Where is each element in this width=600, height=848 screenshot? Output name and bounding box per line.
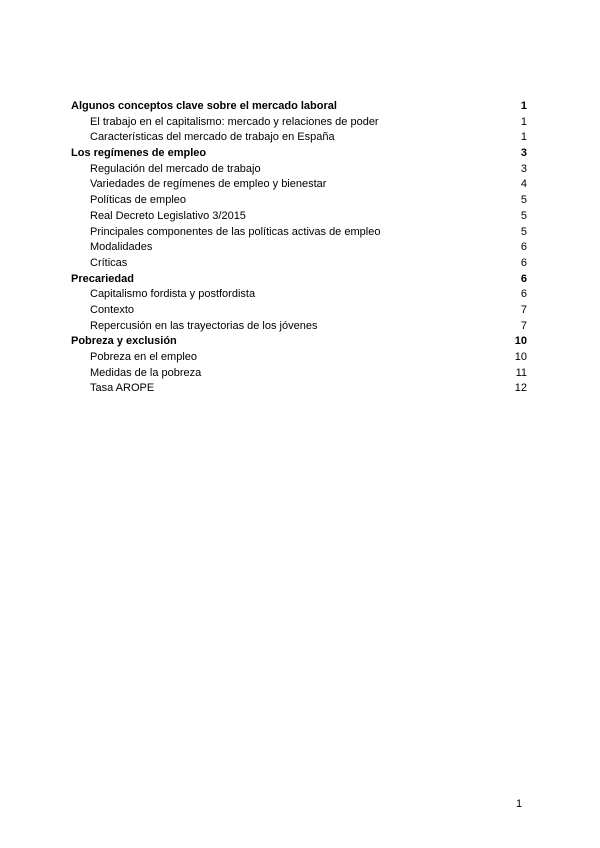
toc-entry-page: 1 <box>520 131 527 144</box>
toc-entry-label: Repercusión en las trayectorias de los jóvenes <box>90 319 318 332</box>
toc-entry-label: Precariedad <box>71 272 134 285</box>
toc-entry-label: Regulación del mercado de trabajo <box>90 162 261 175</box>
toc-entry-page: 11 <box>515 366 527 379</box>
toc-entry-page: 6 <box>520 272 527 285</box>
toc-entry-label: El trabajo en el capitalismo: mercado y relaciones de poder <box>90 115 379 128</box>
toc-subentry[interactable] <box>71 381 527 397</box>
toc-entry[interactable] <box>71 272 527 288</box>
toc-entry-page: 7 <box>520 303 527 316</box>
toc-entry-label: Modalidades <box>90 241 153 254</box>
toc-subentry[interactable] <box>71 287 527 303</box>
toc-entry-page: 5 <box>520 225 527 238</box>
toc-entry-page: 4 <box>520 178 527 191</box>
toc-entry-page: 10 <box>514 335 527 348</box>
toc-entry-page: 3 <box>520 162 527 175</box>
toc-subentry[interactable] <box>71 256 527 272</box>
toc-entry-page: 7 <box>520 319 527 332</box>
toc-subentry[interactable] <box>71 115 527 131</box>
toc-entry-label: Características del mercado de trabajo en España <box>90 131 335 144</box>
toc-entry-label: Los regímenes de empleo <box>71 147 207 160</box>
toc-entry-label: Políticas de empleo <box>90 194 186 207</box>
toc-subentry[interactable] <box>71 225 527 241</box>
toc-entry-label: Pobreza y exclusión <box>71 335 177 348</box>
toc-entry[interactable] <box>71 146 527 162</box>
toc-entry-label: Contexto <box>90 303 135 316</box>
table-of-contents <box>71 99 527 397</box>
toc-subentry[interactable] <box>71 350 527 366</box>
toc-subentry[interactable] <box>71 303 527 319</box>
toc-subentry[interactable] <box>71 366 527 382</box>
toc-subentry[interactable] <box>71 162 527 178</box>
page-number: 1 <box>516 798 523 810</box>
toc-entry-page: 6 <box>520 241 527 254</box>
toc-entry-label: Capitalismo fordista y postfordista <box>90 288 256 301</box>
toc-entry-page: 10 <box>514 351 527 363</box>
toc-entry-label: Pobreza en el empleo <box>90 351 198 363</box>
toc-entry-page: 6 <box>520 288 527 301</box>
toc-entry-page: 3 <box>520 147 527 160</box>
toc-entry-page: 6 <box>520 256 527 269</box>
toc-subentry[interactable] <box>71 209 527 225</box>
toc-entry-label: Variedades de regímenes de empleo y bienestar <box>90 178 327 191</box>
toc-subentry[interactable] <box>71 319 527 335</box>
toc-entry-page: 5 <box>520 209 527 222</box>
toc-entry[interactable] <box>71 334 527 350</box>
toc-entry-label: Medidas de la pobreza <box>90 366 202 379</box>
toc-entry-page: 1 <box>520 115 527 128</box>
toc-entry-page: 12 <box>514 382 527 395</box>
toc-entry-page: 5 <box>520 194 527 207</box>
toc-entry-page: 1 <box>520 100 527 112</box>
toc-subentry[interactable] <box>71 177 527 193</box>
toc-entry[interactable] <box>71 99 527 115</box>
toc-subentry[interactable] <box>71 240 527 256</box>
toc-subentry[interactable] <box>71 193 527 209</box>
toc-entry-label: Algunos conceptos clave sobre el mercado laboral <box>71 100 337 112</box>
toc-subentry[interactable] <box>71 130 527 146</box>
toc-entry-label: Real Decreto Legislativo 3/2015 <box>90 209 246 222</box>
toc-entry-label: Críticas <box>90 256 128 269</box>
toc-entry-label: Tasa AROPE <box>90 382 155 395</box>
toc-entry-label: Principales componentes de las políticas activas de empleo <box>90 225 381 238</box>
